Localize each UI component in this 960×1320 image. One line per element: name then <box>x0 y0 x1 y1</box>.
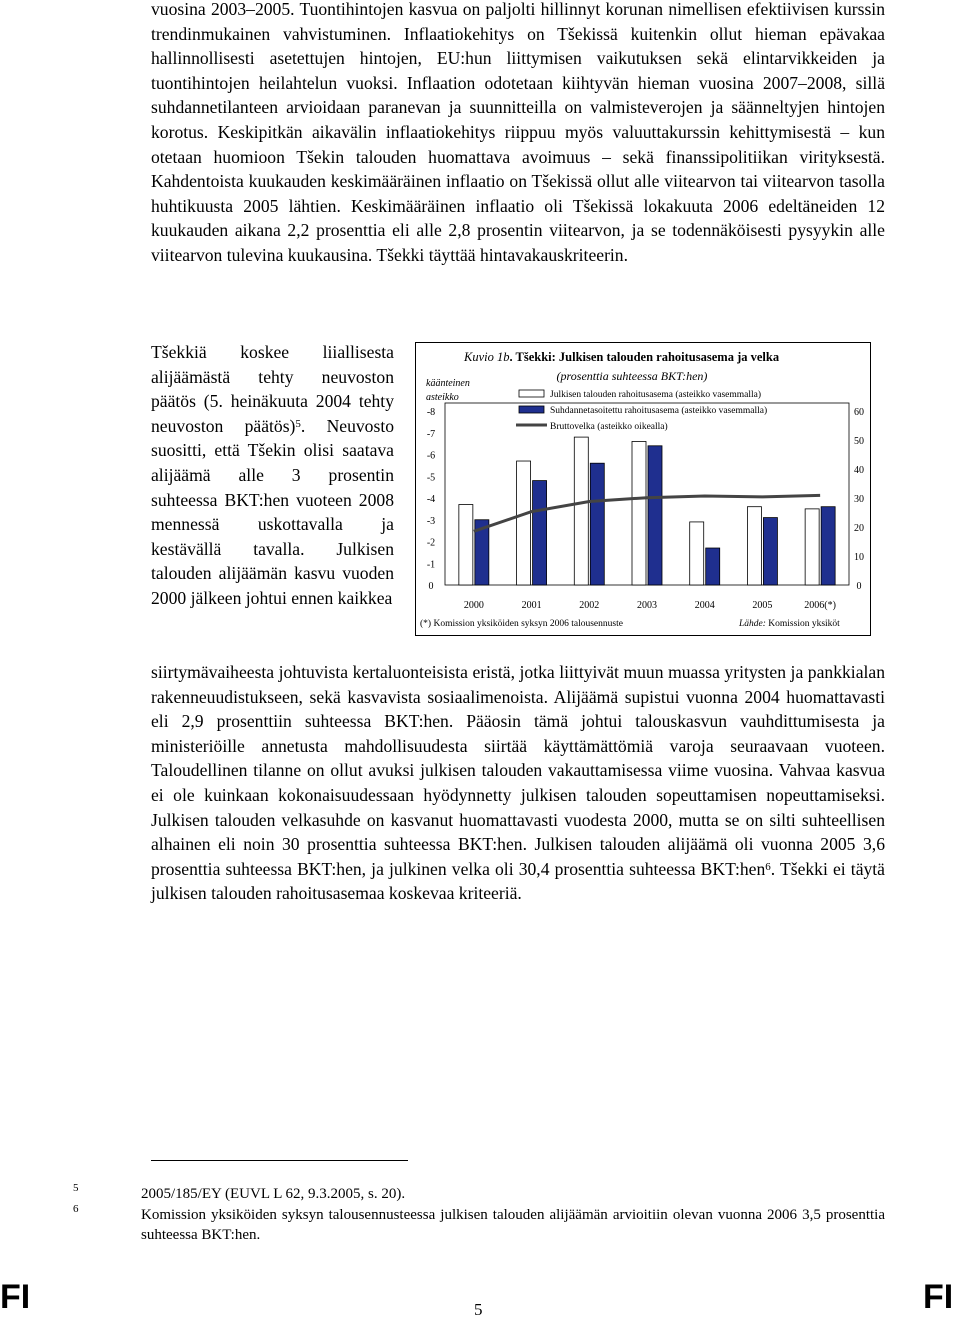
left-tick-label: -2 <box>426 537 436 549</box>
bar-cyclical-2005 <box>763 518 777 585</box>
footnote-number-6: 6 <box>73 1203 79 1215</box>
bar-balance-2004 <box>690 522 704 585</box>
x-tick-label: 2005 <box>752 600 773 611</box>
bar-balance-2000 <box>459 505 473 585</box>
right-tick-label: 40 <box>854 465 864 476</box>
bar-cyclical-2006(*) <box>821 507 835 585</box>
footnote-number-5: 5 <box>73 1182 79 1194</box>
footer-language-right: FI <box>923 1278 954 1316</box>
footnote-ref-5[interactable]: 5 <box>295 417 301 430</box>
right-tick-label: 10 <box>854 552 864 563</box>
axis-note-line1: käänteinen <box>426 378 470 389</box>
x-tick-label: 2002 <box>579 600 600 611</box>
deficit-lead-tail: . Neuvosto suositti, että Tšekin olisi saatava alijäämä alle 3 prosentin suhteessa BKT:hen vuoteen 2008 mennessä uskottavalla ja kestävällä tavalla. Julkisen talouden alijäämän kasvu vuoden 2000 jälkeen johtui ennen kaikkea <box>151 415 395 608</box>
chart-svg <box>416 343 870 635</box>
footnote-divider <box>151 1160 408 1161</box>
footnote-text-5: 2005/185/EY (EUVL L 62, 9.3.2005, s. 20). <box>141 1186 406 1202</box>
left-tick-label: -1 <box>426 559 436 571</box>
chart-source: Lähde: Komission yksiköt <box>739 619 840 629</box>
body-paragraph-deficit-lead <box>151 340 394 611</box>
legend-swatch-cyclical <box>519 406 544 413</box>
legend-label-debt: Bruttovelka (asteikko oikealla) <box>550 422 668 432</box>
bar-cyclical-2003 <box>648 446 662 585</box>
chart-legend <box>516 389 767 432</box>
axis-note-line2: asteikko <box>426 392 459 403</box>
x-tick-label: 2000 <box>463 600 484 611</box>
chart-footnote: (*) Komission yksiköiden syksyn 2006 talousennuste <box>420 619 623 629</box>
legend-label-balance: Julkisen talouden rahoitusasema (asteikko vasemmalla) <box>550 390 762 400</box>
footnote-text-6: Komission yksiköiden syksyn talousennusteessa julkisen talouden alijäämän arvioitiin olevan vuonna 2006 3,5 prosenttia suhteessa BKT:hen. <box>141 1207 885 1243</box>
left-tick-label: -8 <box>426 407 436 418</box>
x-tick-label: 2001 <box>521 600 542 611</box>
left-tick-label: -5 <box>426 472 436 484</box>
body-paragraph-deficit <box>151 660 885 906</box>
bar-balance-2006(*) <box>805 509 819 585</box>
bar-balance-2005 <box>747 507 761 585</box>
bar-balance-2001 <box>517 461 531 585</box>
legend-label-cyclical: Suhdannetasoitettu rahoitusasema (asteikko vasemmalla) <box>550 406 768 416</box>
bar-cyclical-2001 <box>533 481 547 585</box>
x-tick-label: 2003 <box>637 600 657 611</box>
bar-cyclical-2004 <box>706 548 720 585</box>
x-tick-label: 2006(*) <box>804 600 836 611</box>
right-tick-label: 60 <box>854 407 864 418</box>
left-tick-label: -6 <box>426 450 436 462</box>
bar-cyclical-2002 <box>590 463 604 585</box>
right-tick-label: 30 <box>854 494 864 505</box>
left-tick-label: -4 <box>426 494 436 505</box>
body-paragraph-inflation: vuosina 2003–2005. Tuontihintojen kasvua on paljolti hillinnyt korunan nimellisen efektiivisen kurssin trendinmukainen vahvistuminen. Inflaatiokehitys on Tšekissä kuitenkin ollut hieman epävakaa hallinnollisesti asetettujen hintojen, EU:hun liittymisen vaikutuksen sekä elintarvikkeiden ja tuontihintojen heilahtelun vuoksi. Inflaation odotetaan kiihtyvän hieman vuosina 2007–2008, sillä suhdannetilanteen arvioidaan paranevan ja suunnitteilla on valmisteverojen ja säänneltyjen hintojen korotus. Keskipitkän aikavälin inflaatiokehitys riippuu myös valuuttakurssin kehittymisestä – kun otetaan huomioon Tšekin talouden huomattava avoimuus – sekä finanssipolitiikan virityksestä. Kahdentoista kuukauden keskimääräinen inflaatio on Tšekissä ollut alle viitearvon tai viitearvon tasolla huhtikuusta 2005 lähtien. Keskimääräinen inflaatio oli Tšekissä lokakuuta 2006 edeltäneiden 12 kuukauden aikana 2,2 prosenttia eli alle 2,8 prosentin viitearvon, ja se todennäköisesti pysyykin alle viitearvon tulevina kuukausina. Tšekki täyttää hintavakauskriteerin. <box>151 0 885 265</box>
page-number: 5 <box>474 1300 483 1319</box>
chart-figure <box>415 342 871 636</box>
left-tick-label: -7 <box>426 428 436 440</box>
footnote-ref-6[interactable]: 6 <box>765 860 771 873</box>
legend-swatch-balance <box>519 390 544 397</box>
bar-balance-2002 <box>574 437 588 585</box>
figure-label: Kuvio 1b. Tšekki: Julkisen talouden rahoitusasema ja velka <box>464 350 780 364</box>
right-tick-label: 0 <box>856 581 862 592</box>
right-tick-label: 20 <box>854 523 864 534</box>
chart-subtitle: (prosenttia suhteessa BKT:hen) <box>556 369 708 383</box>
deficit-lead-text: Tšekkiä koskee liiallisesta alijäämästä tehty neuvoston päätös (5. heinäkuuta 2004 tehty neuvoston päätös) <box>151 342 394 436</box>
left-tick-label: 0 <box>428 581 434 592</box>
x-tick-label: 2004 <box>694 600 715 611</box>
left-tick-label: -3 <box>426 515 436 527</box>
bar-balance-2003 <box>632 441 646 585</box>
deficit-rest-text: siirtymävaiheesta johtuvista kertaluonteisista eristä, jotka liittyivät muun muassa yritysten ja pankkialan rakenneuudistukseen, sekä kasvavista sosiaalimenoista. Alijäämä supistui vuonna 2004 huomattavasti eli 2,9 prosenttiin suhteessa BKT:hen. Pääosin tämä johtui talouskasvun vauhdittumisesta ja ministeriöille annetusta mahdollisuudesta siirtää käyttämättömiä varoja seuraavaan vuoteen. Taloudellinen tilanne on ollut avuksi julkisen talouden vakauttamisessa viime vuosina. Vahvaa kasvua ei ole kuinkaan kokonaisuudessaan hyödynnetty julkisen talouden sopeuttamisen nopeuttamiseksi. Julkisen talouden velkasuhde on kasvanut huomattavasti vuodesta 2000, mutta se on silti suhteellisen alhainen eli noin 30 prosenttia suhteessa BKT:hen. Julkisen talouden alijäämä oli vuonna 2005 3,6 prosenttia suhteessa BKT:hen, ja julkinen velka oli 30,4 prosenttia suhteessa BKT:hen <box>151 662 885 879</box>
footer-language-left: FI <box>0 1278 31 1316</box>
right-tick-label: 50 <box>854 436 864 447</box>
deficit-rest-tail: . Tšekki ei täytä julkisen talouden rahoitusasemaa koskevaa kriteeriä. <box>151 858 885 904</box>
